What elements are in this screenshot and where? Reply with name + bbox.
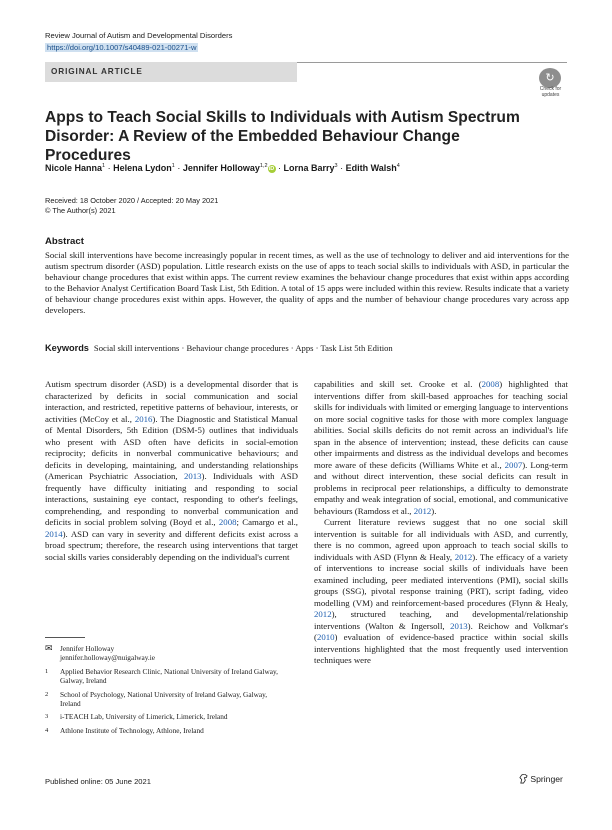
- published-online: Published online: 05 June 2021: [45, 777, 151, 786]
- article-type-banner: ORIGINAL ARTICLE: [45, 62, 297, 82]
- keywords-label: Keywords: [45, 343, 89, 353]
- text-run: ) highlighted that interventions differ from skill-based approaches for teaching social skills for individuals with limited or emerging language to interventions on more social cognitive tasks for those with more complex language abilities. Social skills deficits do not remit across an individual's life span in the absence of intervention; instead, these deficits can cause other impairments and distress as the individual develops and becomes more aware of these deficits (Williams White et al.,: [314, 379, 568, 470]
- author-name: Helena Lydon: [113, 163, 172, 173]
- doi-link[interactable]: https://doi.org/10.1007/s40489-021-00271-w: [47, 43, 197, 52]
- citation-link[interactable]: 2016: [134, 413, 153, 424]
- correspondence: [45, 644, 285, 663]
- paragraph: [45, 379, 298, 563]
- text-run: ). Individuals with ASD frequently have difficulty initiating and responding to social interactions, sustaining eye contact, responding to other's feelings, comprehending, and responding to nonverbal communication and deficits in social problem solving (Boyd et al.,: [45, 471, 299, 527]
- text-run: Current literature reviews suggest that no one social skill intervention is suitable for all individuals with ASD, and currently, there is no common, agreed upon approach to teach social skills to individuals with ASD (Flynn & Healy,: [314, 517, 568, 562]
- affiliation-text: Applied Behavior Research Clinic, National University of Ireland Galway, Galway, Ireland: [60, 666, 278, 686]
- keywords: [45, 343, 393, 353]
- text-run: capabilities and skill set. Crooke et al. (: [314, 379, 482, 389]
- article-title: Apps to Teach Social Skills to Individuals with Autism Spectrum Disorder: A Review of the Embedded Behaviour Change Procedures: [45, 109, 520, 164]
- text-run: ).: [431, 505, 437, 516]
- author-affiliation-mark: 1: [102, 163, 106, 169]
- body-column-left: [45, 379, 298, 563]
- header-rule: [297, 62, 567, 63]
- author-affiliation-mark: 4: [396, 163, 400, 169]
- journal-name: Review Journal of Autism and Developmental Disorders: [45, 31, 233, 40]
- correspondence-name: Jennifer Holloway: [60, 644, 115, 653]
- footnote-rule: [45, 637, 85, 638]
- affiliation-list: [45, 667, 285, 735]
- affiliation: [45, 726, 285, 735]
- correspondence-email[interactable]: jennifer.holloway@nuigalway.ie: [60, 653, 155, 663]
- author-name: Edith Walsh: [345, 163, 397, 173]
- citation-link[interactable]: 2010: [316, 632, 335, 642]
- affiliation-text: School of Psychology, National University of Ireland Galway, Galway, Ireland: [60, 689, 268, 709]
- footnotes: [45, 644, 285, 739]
- text-run: ). ASD can vary in severity and different deficits exist across a broad spectrum; therefore, the research using interventions that target social skills varies considerably depending on the individual's current: [45, 528, 298, 562]
- envelope-icon: ✉: [45, 643, 53, 653]
- abstract-heading: Abstract: [45, 236, 84, 247]
- citation-link[interactable]: 2008: [481, 379, 500, 389]
- author-separator: ·: [275, 163, 284, 173]
- text-run: ). The Diagnostic and Statistical Manual of Mental Disorders, 5th Edition (DSM-5) outlines that individuals who present with ASD often have deficits in social-emotion reciprocity; deficits in nonverbal communicative behaviours; and deficits in developing, maintaining, and understanding relationships (American Psychiatric Association,: [45, 413, 299, 481]
- check-for-updates-label: Check for updates: [539, 86, 562, 98]
- publisher-logo: [519, 774, 563, 784]
- text-run: ; Camargo et al.,: [236, 517, 298, 527]
- text-run: ). Reichow and Volkmar's (: [314, 620, 569, 642]
- citation-link[interactable]: 2007: [504, 459, 523, 470]
- citation-link[interactable]: 2014: [45, 528, 63, 539]
- text-run: ). Long-term and without direct intervention, these social deficits can result in problems in reciprocal peer relationships, a difficulty to demonstrate empathy and weak integration of social, emotional, and communicative behaviours (Ramdoss et al.,: [314, 459, 568, 516]
- affiliation: [45, 667, 285, 686]
- author-name: Nicole Hanna: [45, 163, 103, 173]
- author-separator: ·: [174, 163, 183, 173]
- orcid-icon[interactable]: iD: [268, 166, 275, 172]
- affiliation-number: 1: [45, 667, 49, 675]
- text-run: ). The efficacy of a variety of interventions to increase social skills of individuals have been examined including, peer mediated interventions (PMI), social skills groups (SSG), pivotal response training (PRT), script fading, video modelling (VM) and reinforcement-based procedures (Flynn & Healy,: [314, 551, 568, 608]
- author-affiliation-mark: 1,2: [259, 163, 268, 169]
- author-affiliation-mark: 3: [334, 163, 338, 169]
- affiliation-text: Athlone Institute of Technology, Athlone, Ireland: [60, 725, 204, 735]
- text-run: ) evaluation of evidence-based practice within social skills interventions highlighted that the most frequently used intervention techniques were: [314, 632, 568, 665]
- author-name: Lorna Barry: [283, 163, 335, 173]
- citation-link[interactable]: 2012: [454, 551, 473, 562]
- citation-link[interactable]: 2008: [218, 517, 237, 527]
- author-affiliation-mark: 1: [171, 163, 175, 169]
- author-separator: ·: [105, 163, 114, 173]
- citation-link[interactable]: 2013: [183, 471, 202, 481]
- citation-link[interactable]: 2012: [413, 505, 432, 516]
- refresh-icon: ↻: [539, 68, 561, 88]
- author-name: Jennifer Holloway: [182, 163, 260, 173]
- keywords-list: Social skill interventions · Behaviour change procedures · Apps · Task List 5th Edition: [93, 343, 393, 353]
- affiliation-number: 3: [45, 713, 49, 721]
- body-column-right: [314, 379, 568, 667]
- abstract-text: Social skill interventions have become increasingly popular in recent times, as well as the use of technology to deliver and aid interventions for the autism spectrum disorder (ASD) population. Little research exists on the use of apps to teach social skills to individuals with ASD, in particular the behaviour change procedures that exist within apps. The current review examines the behaviour change procedures that exist within apps according to the Behavior Analyst Certification Board Task List, 5th Edition. A total of 15 apps were included within this review. Results indicate that a variety of behaviour change procedures exist within apps. However, the quality of apps and the number of behaviour change procedures vary across app developers.: [45, 250, 569, 315]
- affiliation-number: 4: [45, 726, 49, 734]
- author-list: [45, 163, 400, 173]
- citation-link[interactable]: 2013: [450, 620, 468, 631]
- paragraph: [314, 379, 568, 517]
- copyright: © The Author(s) 2021: [45, 206, 116, 215]
- affiliation: [45, 712, 285, 721]
- text-run: ), structured teaching, and developmental/relationship interventions (Walton & Ingersoll,: [314, 609, 568, 631]
- article-dates: [45, 196, 218, 216]
- check-for-updates-badge[interactable]: [535, 68, 566, 99]
- springer-horse-icon: [519, 774, 528, 784]
- received-accepted: Received: 18 October 2020 / Accepted: 20 May 2021: [45, 196, 219, 205]
- publisher-name: Springer: [530, 774, 563, 784]
- text-run: Autism spectrum disorder (ASD) is a developmental disorder that is characterized by deficits in social communication and social interaction, and restricted, repetitive patterns of behaviour, interests, or activities (McCoy et al.,: [45, 379, 298, 424]
- affiliation-text: i-TEACH Lab, University of Limerick, Limerick, Ireland: [60, 712, 228, 722]
- author-separator: ·: [337, 163, 346, 173]
- paragraph: [314, 517, 568, 667]
- affiliation-number: 2: [45, 690, 49, 698]
- affiliation: [45, 690, 285, 709]
- citation-link[interactable]: 2012: [314, 609, 332, 619]
